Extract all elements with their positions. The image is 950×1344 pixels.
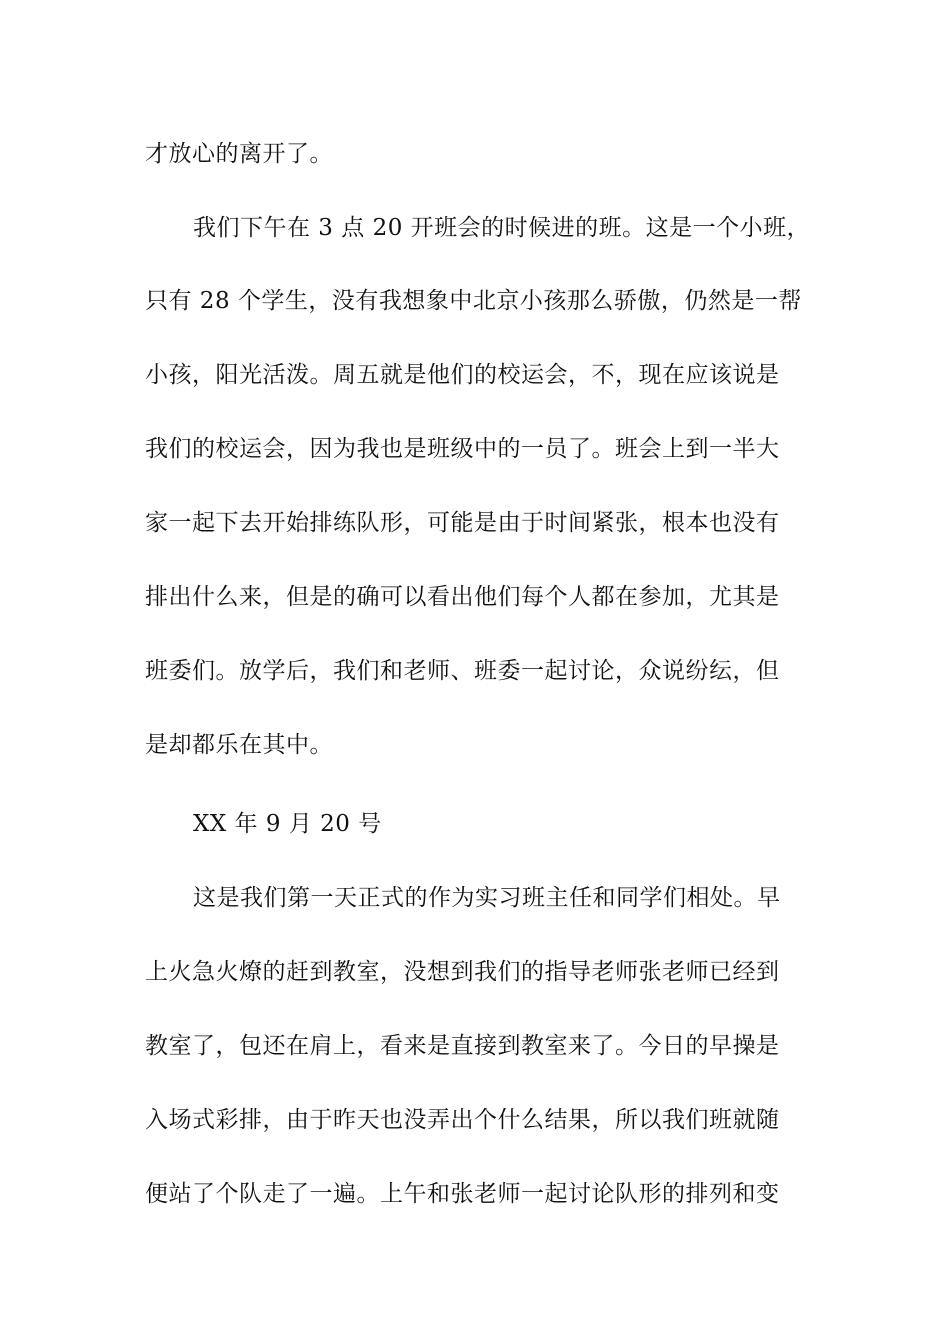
text-line: 是却都乐在其中。 <box>145 732 333 758</box>
text-line: 便站了个队走了一遍。上午和张老师一起讨论队形的排列和变 <box>145 1181 780 1207</box>
paragraph-start-line: 这是我们第一天正式的作为实习班主任和同学们相处。早 <box>193 885 781 911</box>
paragraph-start-line: 我们下午在 3 点 20 开班会的时候进的班。这是一个小班， <box>193 215 811 241</box>
text-line: 上火急火燎的赶到教室，没想到我们的指导老师张老师已经到 <box>145 959 780 985</box>
text-line: 教室了，包还在肩上，看来是直接到教室来了。今日的早操是 <box>145 1033 780 1059</box>
date-heading: XX 年 9 月 20 号 <box>193 811 382 837</box>
text-line: 班委们。放学后，我们和老师、班委一起讨论，众说纷纭，但 <box>145 658 780 684</box>
text-line: 排出什么来，但是的确可以看出他们每个人都在参加，尤其是 <box>145 584 780 610</box>
text-line: 只有 28 个学生，没有我想象中北京小孩那么骄傲，仍然是一帮 <box>145 288 802 314</box>
text-line: 才放心的离开了。 <box>145 141 333 167</box>
text-line: 家一起下去开始排练队形，可能是由于时间紧张，根本也没有 <box>145 510 780 536</box>
text-line: 小孩，阳光活泼。周五就是他们的校运会，不，现在应该说是 <box>145 362 780 388</box>
text-line: 我们的校运会，因为我也是班级中的一员了。班会上到一半大 <box>145 436 780 462</box>
text-line: 入场式彩排，由于昨天也没弄出个什么结果，所以我们班就随 <box>145 1107 780 1133</box>
